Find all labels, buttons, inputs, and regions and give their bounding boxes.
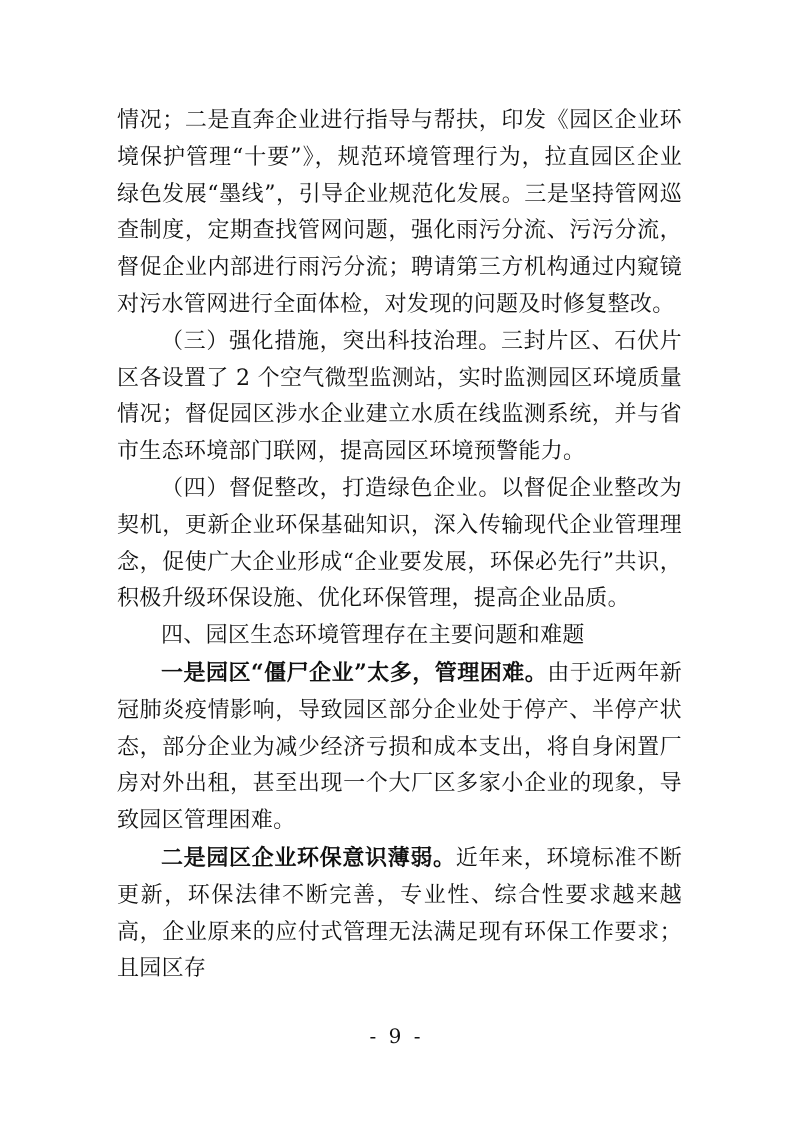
paragraph-rectification [117,471,682,618]
section-heading: 四、园区生态环境管理存在主要问题和难题 [161,623,585,649]
page-number: - 9 - [369,1024,424,1048]
paragraph-text: 情况；二是直奔企业进行指导与帮扶，印发《园区企业环境保护管理“十要”》，规范环境管理行为，拉直园区企业绿色发展“墨线”，引导企业规范化发展。三是坚持管网巡查制度，定期查找管网问题，强化雨污分流、污污分流，督促企业内部进行雨污分流；聘请第三方机构通过内窥镜对污水管网进行全面体检，对发现的问题及时修复整改。 [117,108,682,317]
paragraph-zombie-enterprises [117,655,682,840]
paragraph-measures [117,324,682,471]
paragraph-lead: （四）督促整改，打造绿色企业。 [161,475,502,501]
paragraph-lead: （三）强化措施，突出科技治理。 [161,328,502,354]
paragraph-text: 以督促企业整改为契机，更新企业环保基础知识，深入传输现代企业管理理念，促使广大企业形成“企业要发展，环保必先行”共识，积极升级环保设施、优化环保管理，提高企业品质。 [117,475,682,612]
paragraph-continuation [117,103,682,324]
body-text [117,103,682,988]
paragraph-text: 近年来，环境标准不断更新，环保法律不断完善，专业性、综合性要求越来越高，企业原来的应付式管理无法满足现有环保工作要求；且园区存 [117,845,682,982]
paragraph-text: 由于近两年新冠肺炎疫情影响，导致园区部分企业处于停产、半停产状态，部分企业为减少经济亏损和成本支出，将自身闲置厂房对外出租，甚至出现一个大厂区多家小企业的现象，导致园区管理困难。 [117,660,682,834]
paragraph-environmental-awareness [117,840,682,988]
paragraph-lead: 二是园区企业环保意识薄弱。 [161,844,456,871]
paragraph-text: 三封片区、石伏片区各设置了 2 个空气微型监测站，实时监测园区环境质量情况；督促园区涉水企业建立水质在线监测系统，并与省市生态环境部门联网，提高园区环境预警能力。 [117,328,682,465]
paragraph-lead: 一是园区“僵尸企业”太多，管理困难。 [161,659,548,686]
